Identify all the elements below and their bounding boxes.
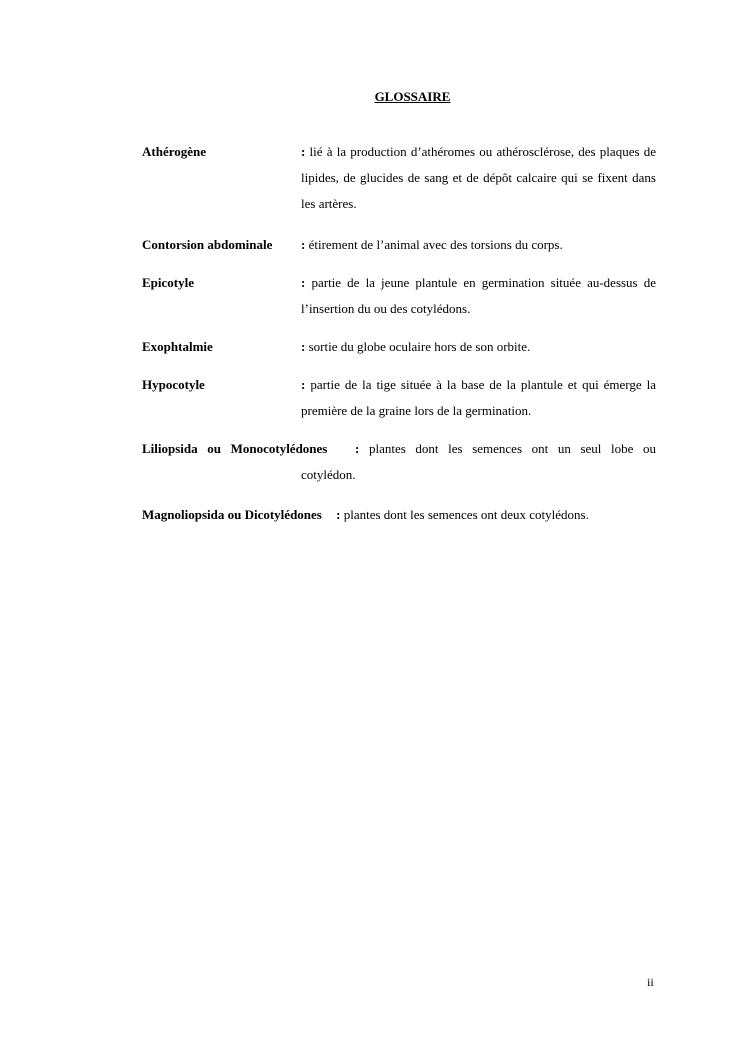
glossary-definition-text: plantes dont les semences ont deux cotylédons. <box>343 507 589 522</box>
glossary-term: Athérogène <box>142 144 207 159</box>
page-title: GLOSSAIRE <box>374 89 451 104</box>
glossary-definition <box>301 334 656 360</box>
glossary-first-line <box>142 436 656 462</box>
glossary-definition <box>301 232 656 258</box>
glossary-definition-text: étirement de l’animal avec des torsions du corps. <box>308 237 563 252</box>
glossary-term: Magnoliopsida ou Dicotylédones <box>142 507 322 522</box>
glossary-entry-epicotyle <box>142 270 656 322</box>
glossary-definition-text: plantes dont les semences ont un seul lobe ou <box>368 441 657 456</box>
glossary-entry-contorsion-abdominale <box>142 232 656 258</box>
glossary-colon: : <box>301 237 306 252</box>
glossary-definition-text: partie de la tige située à la base de la plantule et qui émerge la première de la graine lors de la germination. <box>301 377 657 418</box>
glossary-colon: : <box>336 507 341 522</box>
glossary-term: Epicotyle <box>142 275 194 290</box>
glossary-definition <box>301 270 656 322</box>
glossary-term: Contorsion abdominale <box>142 237 273 252</box>
glossary-definition-continuation: cotylédon. <box>301 467 356 482</box>
glossary-entry-liliopsida <box>142 436 656 488</box>
glossary-colon: : <box>301 377 306 392</box>
glossary-definition-text: sortie du globe oculaire hors de son orbite. <box>308 339 531 354</box>
glossary-term: Liliopsida ou Monocotylédones <box>142 441 328 456</box>
glossary-definition-text: lié à la production d’athéromes ou athérosclérose, des plaques de lipides, de glucides de sang et de dépôt calcaire qui se fixent dans les artères. <box>301 144 656 211</box>
glossary-term: Hypocotyle <box>142 377 205 392</box>
glossary-entry-hypocotyle <box>142 372 656 424</box>
glossary-entry-exophtalmie <box>142 334 656 360</box>
glossary-colon: : <box>355 441 360 456</box>
glossary-colon: : <box>301 275 306 290</box>
glossary-colon: : <box>301 339 306 354</box>
glossary-definition-text: partie de la jeune plantule en germination située au-dessus de l’insertion du ou des cotylédons. <box>301 275 657 316</box>
page-number: ii <box>647 975 654 989</box>
glossary-definition <box>301 139 656 217</box>
glossary-entry-atherogene <box>142 139 656 217</box>
glossary-colon: : <box>301 144 306 159</box>
glossary-entry-magnoliopsida <box>142 502 656 528</box>
glossary-definition <box>301 372 656 424</box>
glossary-term: Exophtalmie <box>142 339 213 354</box>
